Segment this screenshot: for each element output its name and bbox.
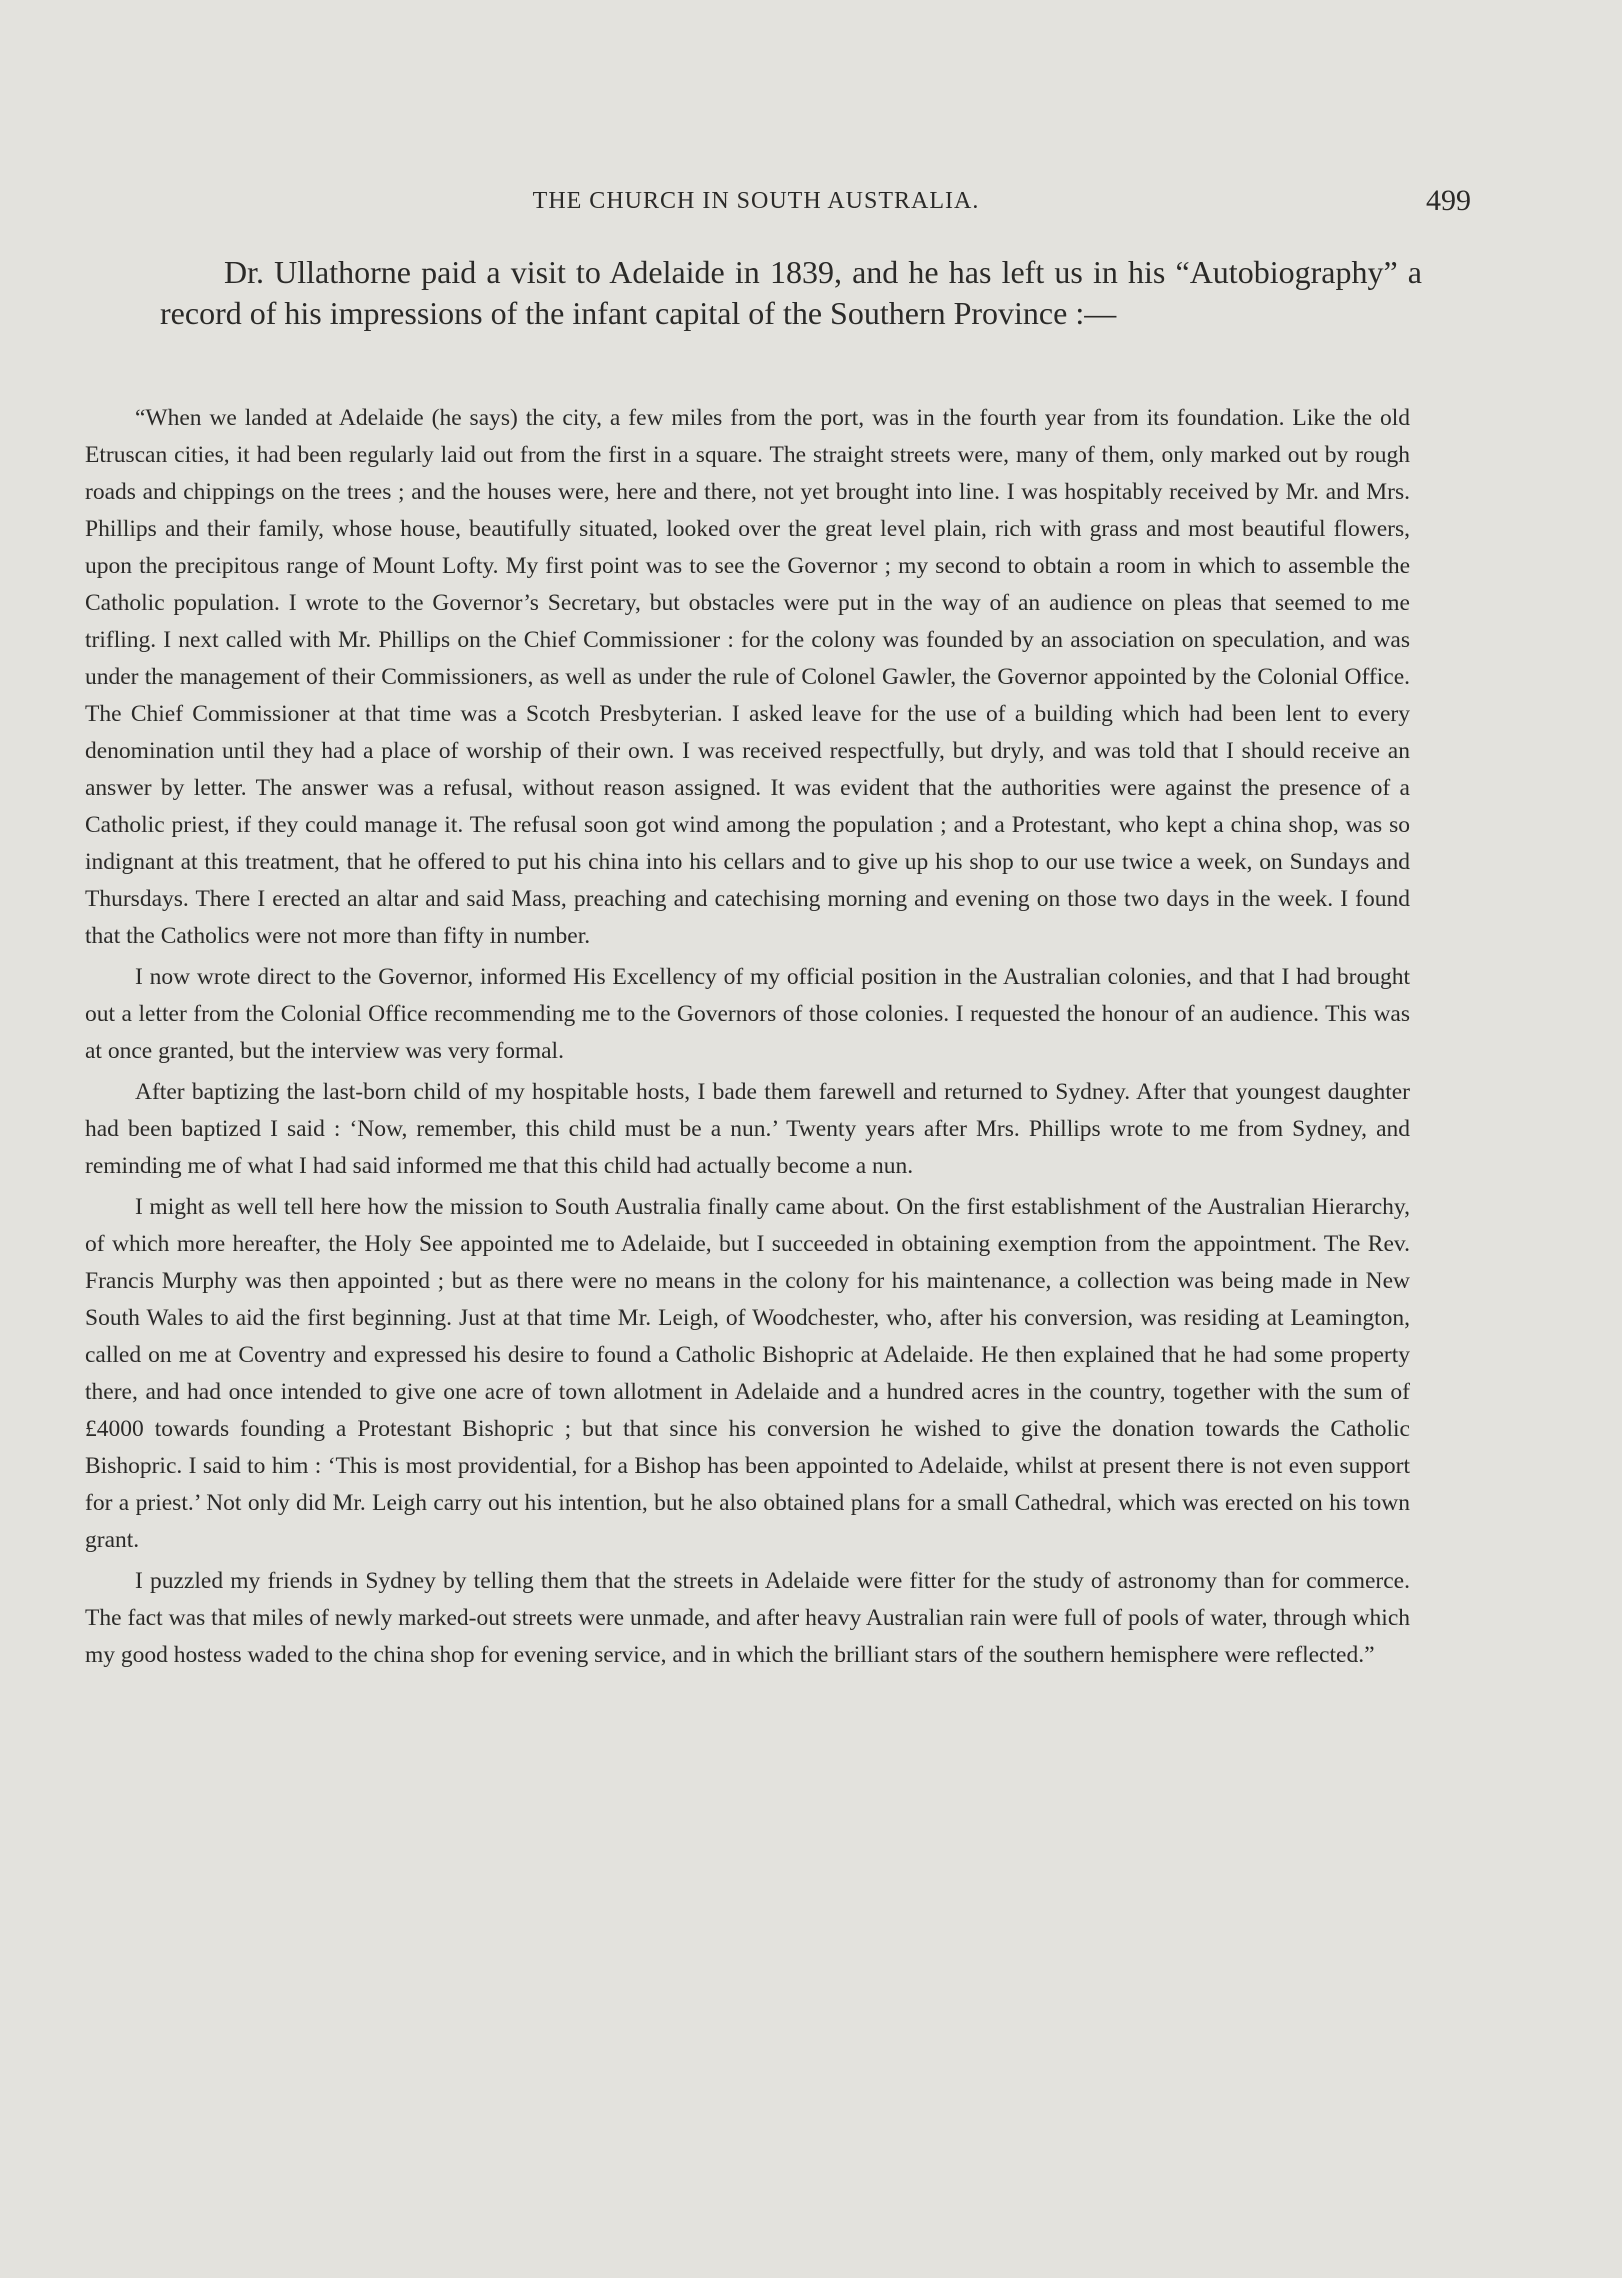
quote-paragraph: I now wrote direct to the Governor, informed His Excellency of my official position in the Australian colonies, and that I had brought out a letter from the Colonial Office recommending me to the Governors of those colonies. I requested the honour of an audience. This was at once granted, but the interview was very formal.: [85, 964, 1410, 1064]
running-title: THE CHURCH IN SOUTH AUSTRALIA.: [532, 188, 980, 214]
page-number: 499: [1426, 184, 1471, 217]
quote-paragraph: After baptizing the last-born child of my hospitable hosts, I bade them farewell and returned to Sydney. After that youngest daughter had been baptized I said : ‘Now, remember, this child must be a nun.’ Twenty years after Mrs. Phillips wrote to me from Sydney, and reminding me of what I had said informed me that this child had actually become a nun.: [85, 1079, 1410, 1179]
intro-paragraph: Dr. Ullathorne paid a visit to Adelaide in 1839, and he has left us in his “Autobiography” a record of his impressions of the infant capital of the Southern Province :—: [160, 254, 1422, 331]
quote-paragraph: “When we landed at Adelaide (he says) the city, a few miles from the port, was in the fourth year from its foundation. Like the old Etruscan cities, it had been regularly laid out from the first in a square. The straight streets were, many of them, only marked out by rough roads and chippings on the trees ; and the houses were, here and there, not yet brought into line. I was hospitably received by Mr. and Mrs. Phillips and their family, whose house, beautifully situated, looked over the great level plain, rich with grass and most beautiful flowers, upon the precipitous range of Mount Lofty. My first point was to see the Governor ; my second to obtain a room in which to assemble the Catholic population. I wrote to the Governor’s Secretary, but obstacles were put in the way of an audience on pleas that seemed to me trifling. I next called with Mr. Phillips on the Chief Commissioner : for the colony was founded by an association on speculation, and was under the management of their Commissioners, as well as under the rule of Colonel Gawler, the Governor appointed by the Colonial Office. The Chief Commissioner at that time was a Scotch Presbyterian. I asked leave for the use of a building which had been lent to every denomination until they had a place of worship of their own. I was received respectfully, but dryly, and was told that I should receive an answer by letter. The answer was a refusal, without reason assigned. It was evident that the authorities were against the presence of a Catholic priest, if they could manage it. The refusal soon got wind among the population ; and a Protestant, who kept a china shop, was so indignant at this treatment, that he offered to put his china into his cellars and to give up his shop to our use twice a week, on Sundays and Thursdays. There I erected an altar and said Mass, preaching and catechising morning and evening on those two days in the week. I found that the Catholics were not more than fifty in number.: [85, 405, 1410, 949]
running-head: [85, 183, 1471, 219]
quote-paragraph: I might as well tell here how the mission to South Australia finally came about. On the first establishment of the Australian Hierarchy, of which more hereafter, the Holy See appointed me to Adelaide, but I succeeded in obtaining exemption from the appointment. The Rev. Francis Murphy was then appointed ; but as there were no means in the colony for his maintenance, a collection was being made in New South Wales to aid the first beginning. Just at that time Mr. Leigh, of Woodchester, who, after his conversion, was residing at Leamington, called on me at Coventry and expressed his desire to found a Catholic Bishopric at Adelaide. He then explained that he had some property there, and had once intended to give one acre of town allotment in Adelaide and a hundred acres in the country, together with the sum of £4000 towards founding a Protestant Bishopric ; but that since his conversion he wished to give the donation towards the Catholic Bishopric. I said to him : ‘This is most providential, for a Bishop has been appointed to Adelaide, whilst at present there is not even support for a priest.’ Not only did Mr. Leigh carry out his intention, but he also obtained plans for a small Cathedral, which was erected on his town grant.: [85, 1194, 1410, 1553]
quotation-block: [85, 400, 1410, 1678]
quote-paragraph: I puzzled my friends in Sydney by telling them that the streets in Adelaide were fitter for the study of astronomy than for commerce. The fact was that miles of newly marked-out streets were unmade, and after heavy Australian rain were full of pools of water, through which my good hostess waded to the china shop for evening service, and in which the brilliant stars of the southern hemisphere were reflected.”: [85, 1568, 1410, 1668]
